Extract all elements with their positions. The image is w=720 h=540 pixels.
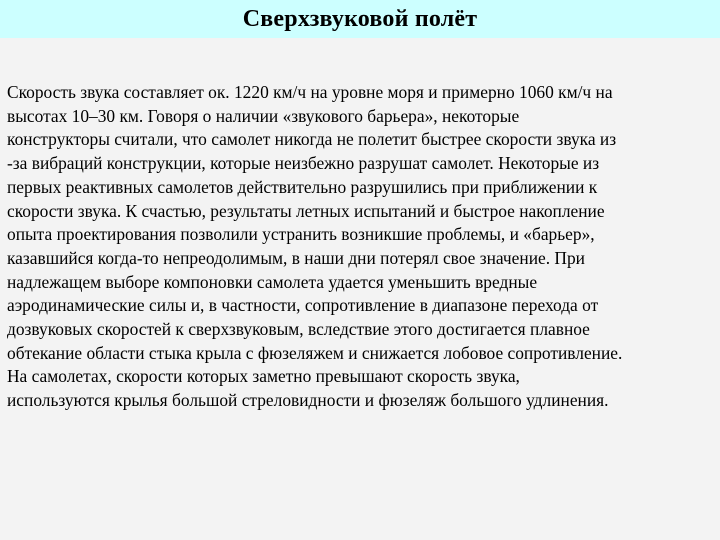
body-line: Скорость звука составляет ок. 1220 км/ч на уровне моря и примерно 1060 км/ч на <box>7 82 613 102</box>
body-line: высотах 10–30 км. Говоря о наличии «звукового барьера», некоторые <box>7 105 520 126</box>
body-line: конструкторы считали, что самолет никогда не полетит быстрее скорости звука из <box>7 129 617 150</box>
body-line: -за вибраций конструкции, которые неизбежно разрушат самолет. Некоторые из <box>7 153 600 174</box>
body-line: казавшийся когда-то непреодолимым, в наши дни потерял свое значение. При <box>7 247 585 268</box>
body-line: На самолетах, скорости которых заметно превышают скорость звука, <box>7 366 520 387</box>
body-line: скорости звука. К счастью, результаты летных испытаний и быстрое накопление <box>7 200 605 221</box>
body-line: дозвуковых скоростей к сверхзвуковым, вследствие этого достигается плавное <box>7 319 590 340</box>
slide-title: Сверхзвуковой полёт <box>242 5 478 32</box>
body-line: аэродинамические силы и, в частности, сопротивление в диапазоне перехода от <box>7 295 599 316</box>
body-line: используются крылья большой стреловидности и фюзеляж большого удлинения. <box>7 390 609 411</box>
body-line: обтекание области стыка крыла с фюзеляжем и снижается лобовое сопротивление. <box>7 342 623 363</box>
body-line: опыта проектирования позволили устранить возникшие проблемы, и «барьер», <box>7 224 595 245</box>
body-line: надлежащем выборе компоновки самолета удается уменьшить вредные <box>7 271 538 292</box>
slide-body-text <box>7 81 715 413</box>
body-line: первых реактивных самолетов действительно разрушились при приближении к <box>7 176 598 197</box>
title-band <box>0 0 720 38</box>
